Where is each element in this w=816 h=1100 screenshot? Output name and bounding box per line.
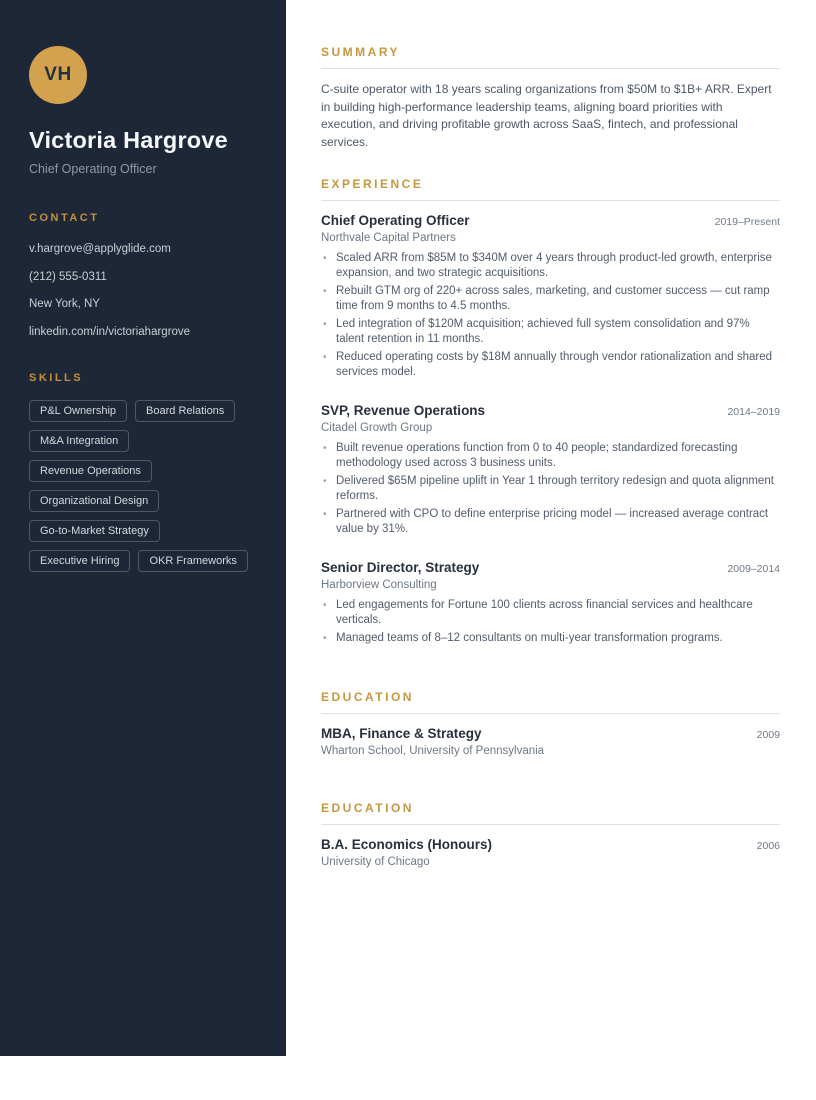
skill-chip: M&A Integration	[29, 430, 129, 452]
summary-section	[321, 45, 780, 151]
skill-chip: Executive Hiring	[29, 550, 130, 572]
skill-chip: P&L Ownership	[29, 400, 127, 422]
education-section	[321, 801, 780, 868]
education-heading: EDUCATION	[321, 690, 780, 714]
experience-section	[321, 177, 780, 646]
job-bullet: • Managed teams of 8–12 consultants on multi-year transformation programs.	[321, 631, 780, 646]
contact-location: New York, NY	[29, 298, 100, 310]
job-company: Harborview Consulting	[321, 579, 437, 591]
skill-chip: Organizational Design	[29, 490, 159, 512]
job-bullet-list	[321, 441, 780, 537]
person-name: Victoria Hargrove	[29, 127, 228, 153]
contact-email: v.hargrove@applyglide.com	[29, 243, 171, 255]
job-bullet-list	[321, 251, 780, 380]
degree-year: 2006	[756, 840, 780, 852]
job-company: Northvale Capital Partners	[321, 232, 456, 244]
education-section	[321, 690, 780, 757]
contact-linkedin: linkedin.com/in/victoriahargrove	[29, 325, 191, 338]
degree-title: B.A. Economics (Honours)	[321, 837, 493, 852]
summary-heading: SUMMARY	[321, 45, 780, 69]
education-entry	[321, 837, 780, 868]
summary-text: C-suite operator with 18 years scaling organizations from $50M to $1B+ ARR. Expert in building high-performance leadership teams, aligning board priorities with execution, and driving profitable growth across SaaS, fintech, and professional services.	[321, 82, 772, 149]
education-entry	[321, 726, 780, 757]
job-bullet: • Built revenue operations function from 0 to 40 people; standardized forecasting methodology used across 3 business units.	[321, 441, 780, 471]
education-heading: EDUCATION	[321, 801, 780, 825]
job-entry	[321, 560, 780, 646]
job-title: Chief Operating Officer	[321, 213, 470, 228]
job-entry	[321, 403, 780, 537]
skills-section	[29, 372, 258, 572]
person-job-title: Chief Operating Officer	[29, 162, 157, 176]
job-bullet: • Rebuilt GTM org of 220+ across sales, marketing, and customer success — cut ramp time from 9 months to 4.5 months.	[321, 284, 780, 314]
job-bullet: • Scaled ARR from $85M to $340M over 4 years through product-led growth, enterprise expansion, and two strategic acquisitions.	[321, 251, 780, 281]
contact-heading: CONTACT	[29, 212, 100, 224]
skill-chip: Go-to-Market Strategy	[29, 520, 160, 542]
contact-phone: (212) 555-0311	[29, 270, 107, 283]
job-bullet: • Delivered $65M pipeline uplift in Year 1 through territory redesign and quota alignment reforms.	[321, 474, 780, 504]
job-dates: 2014–2019	[727, 406, 780, 418]
degree-title: MBA, Finance & Strategy	[321, 726, 482, 741]
job-bullet: • Partnered with CPO to define enterprise pricing model — increased average contract value by 31%.	[321, 507, 780, 537]
job-bullet: • Reduced operating costs by $18M annually through vendor rationalization and shared services model.	[321, 350, 780, 380]
job-title: Senior Director, Strategy	[321, 560, 480, 575]
job-dates: 2009–2014	[727, 563, 780, 575]
job-bullet-list	[321, 598, 780, 646]
job-bullet: • Led engagements for Fortune 100 clients across financial services and healthcare verticals.	[321, 598, 780, 628]
skill-chip: OKR Frameworks	[138, 550, 247, 572]
contact-section	[29, 212, 258, 342]
skill-chip: Revenue Operations	[29, 460, 152, 482]
main-content	[286, 0, 816, 1056]
school-name: University of Chicago	[321, 856, 430, 868]
sidebar	[0, 0, 286, 1056]
job-company: Citadel Growth Group	[321, 422, 433, 434]
job-title: SVP, Revenue Operations	[321, 403, 486, 418]
experience-heading: EXPERIENCE	[321, 177, 780, 201]
skill-chip: Board Relations	[135, 400, 235, 422]
avatar	[29, 46, 87, 104]
job-entry	[321, 213, 780, 380]
skills-heading: SKILLS	[29, 372, 84, 384]
avatar-initials: VH	[44, 64, 72, 85]
job-dates: 2019–Present	[714, 216, 780, 228]
school-name: Wharton School, University of Pennsylvania	[321, 745, 545, 757]
contact-list	[29, 240, 258, 342]
job-bullet: • Led integration of $120M acquisition; achieved full system consolidation and 97% talent retention in 11 months.	[321, 317, 780, 347]
skills-chip-list	[29, 400, 258, 572]
degree-year: 2009	[756, 729, 780, 741]
